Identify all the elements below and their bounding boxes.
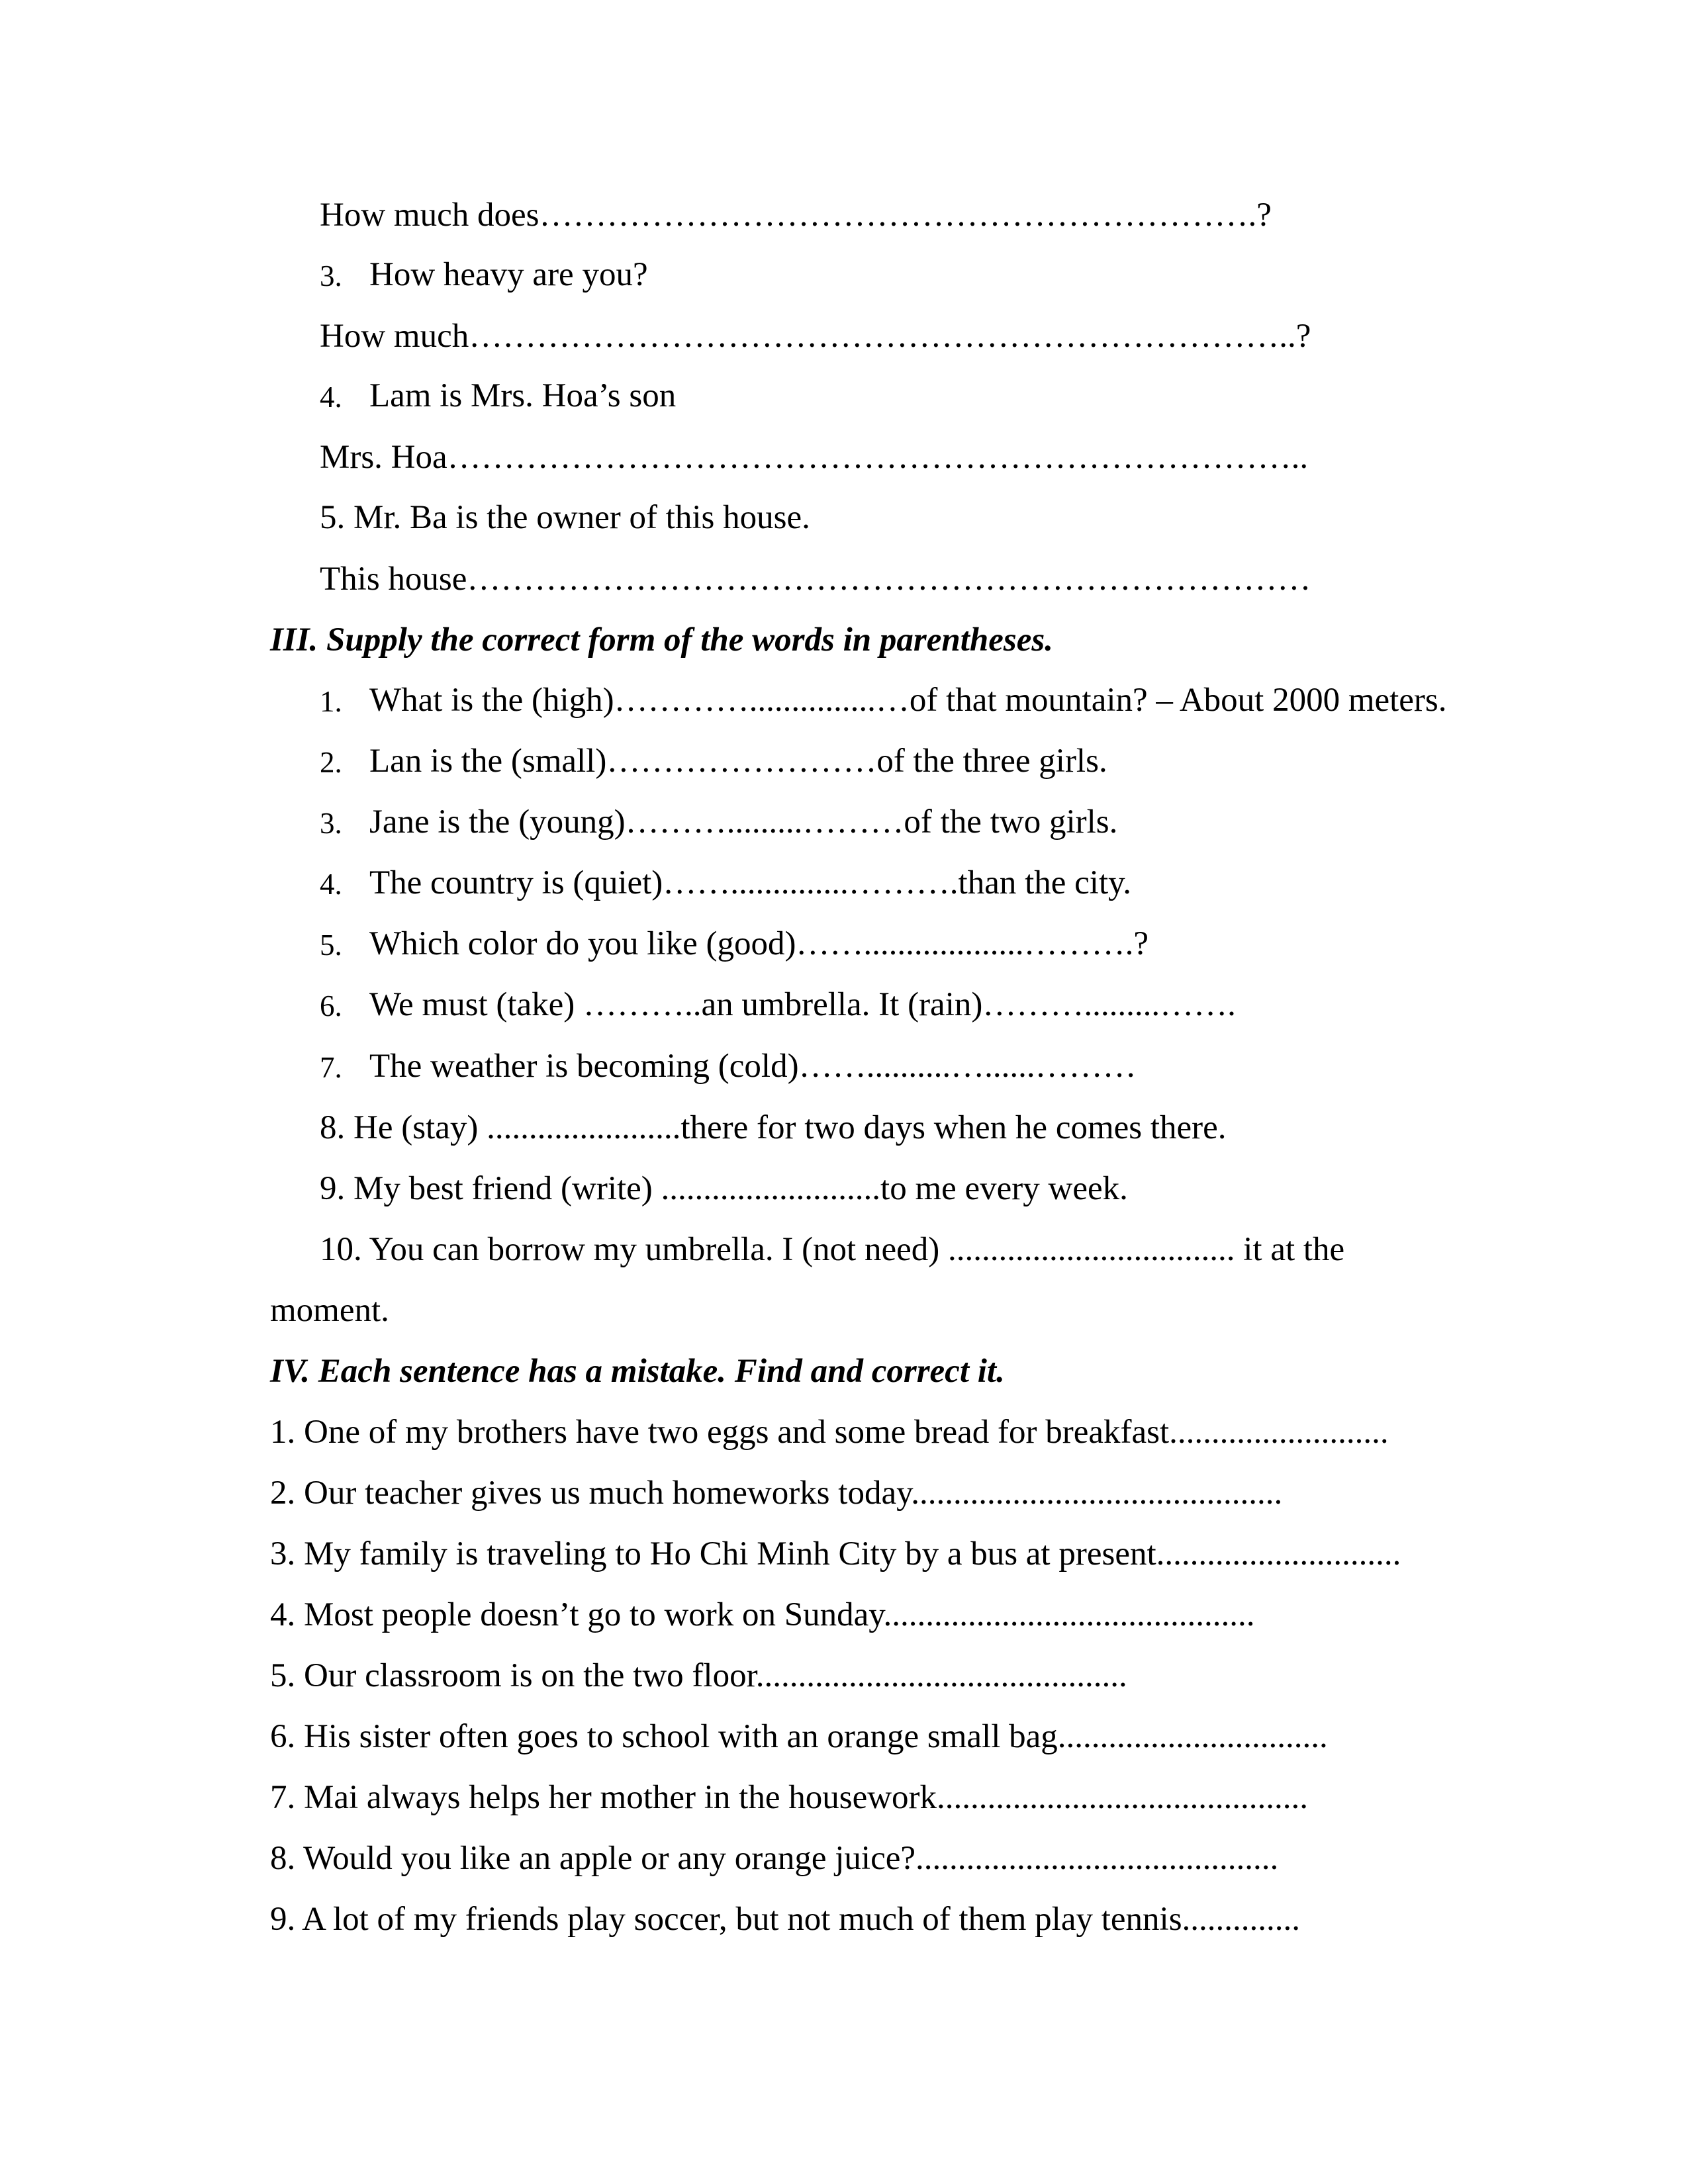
word-form-item-10: 10. You can borrow my umbrella. I (not need) .................................. it at the (320, 1231, 1345, 1268)
error-correction-item-5: 5. Our classroom is on the two floor............................................ (270, 1657, 1127, 1694)
item-number: 3. (320, 807, 342, 840)
item-number: 1. (320, 685, 342, 718)
error-correction-item-1: 1. One of my brothers have two eggs and some bread for breakfast.......................... (270, 1414, 1389, 1451)
word-form-item-4: The country is (quiet)……..............……….than the city. (369, 864, 1132, 901)
section-iii-heading: III. Supply the correct form of the words in parentheses. (270, 621, 1054, 659)
rewrite-sentence-3: How heavy are you? (369, 256, 648, 293)
item-number: 4. (320, 868, 342, 901)
section-iv-heading: IV. Each sentence has a mistake. Find and correct it. (270, 1353, 1005, 1390)
word-form-item-3: Jane is the (young)……….........………of the two girls. (369, 803, 1118, 841)
item-number: 5. (320, 929, 342, 962)
error-correction-item-9: 9. A lot of my friends play soccer, but not much of them play tennis.............. (270, 1901, 1301, 1938)
error-correction-item-4: 4. Most people doesn’t go to work on Sunday............................................ (270, 1596, 1255, 1633)
word-form-item-6: We must (take) ………..an umbrella. It (rain)……….........……. (369, 986, 1236, 1023)
word-form-item-5: Which color do you like (good)……...................……….? (369, 925, 1149, 962)
error-correction-item-2: 2. Our teacher gives us much homeworks today............................................ (270, 1475, 1283, 1512)
rewrite-prompt-4: Mrs. Hoa………………………………………………………………….. (320, 439, 1309, 476)
word-form-item-9: 9. My best friend (write) ..........................to me every week. (320, 1170, 1128, 1207)
word-form-item-2: Lan is the (small)……………………of the three girls. (369, 743, 1107, 780)
error-correction-item-6: 6. His sister often goes to school with an orange small bag................................ (270, 1718, 1328, 1755)
word-form-item-10-continuation: moment. (270, 1292, 389, 1329)
rewrite-sentence-4: Lam is Mrs. Hoa’s son (369, 377, 677, 414)
item-number-4: 4. (320, 381, 342, 414)
rewrite-sentence-5: 5. Mr. Ba is the owner of this house. (320, 499, 810, 536)
item-number-3: 3. (320, 259, 342, 293)
error-correction-item-7: 7. Mai always helps her mother in the housework............................................ (270, 1779, 1309, 1816)
error-correction-item-8: 8. Would you like an apple or any orange juice?........................................... (270, 1840, 1279, 1877)
rewrite-prompt-3: How much………………………………………………………………..? (320, 318, 1311, 355)
word-form-item-1: What is the (high)…………...............…of that mountain? – About 2000 meters. (369, 682, 1447, 719)
rewrite-prompt-5: This house………………………………………………………………… (320, 561, 1311, 598)
rewrite-prompt-2: How much does……………………………………………………….? (320, 197, 1272, 234)
item-number: 6. (320, 989, 342, 1023)
word-form-item-7: The weather is becoming (cold)……..........…......……… (369, 1048, 1137, 1085)
item-number: 7. (320, 1051, 342, 1084)
item-number: 2. (320, 746, 342, 779)
word-form-item-8: 8. He (stay) .......................there for two days when he comes there. (320, 1109, 1227, 1146)
error-correction-item-3: 3. My family is traveling to Ho Chi Minh City by a bus at present............................. (270, 1535, 1401, 1572)
